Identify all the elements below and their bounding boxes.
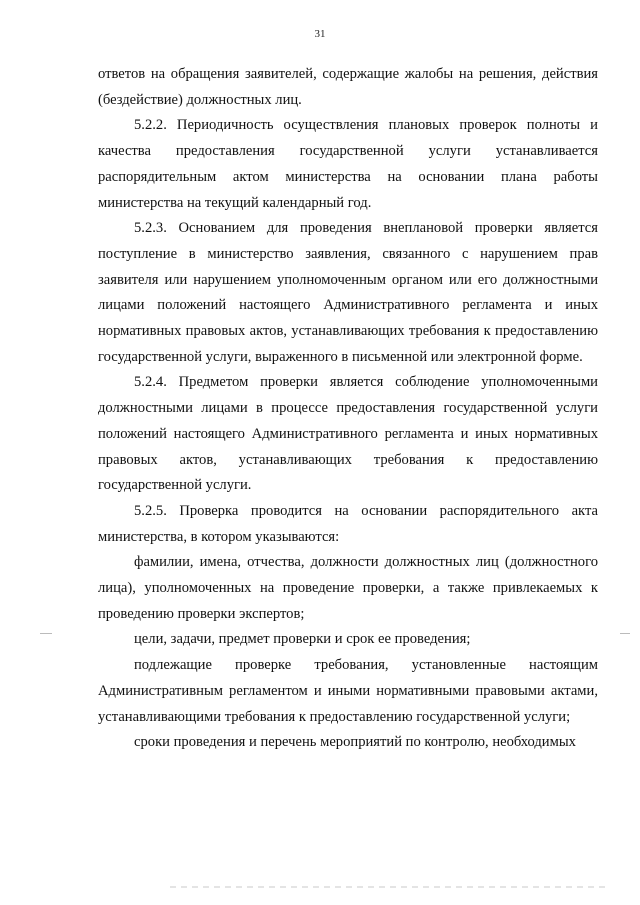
scan-artifact-right <box>620 633 630 634</box>
list-item-deadlines: сроки проведения и перечень мероприятий по контролю, необходимых <box>134 734 576 751</box>
scan-artifact-left <box>40 633 52 634</box>
paragraph-5-2-5: 5.2.5. Проверка проводится на основании распорядительного акта министерства, в котором указываются: <box>98 502 598 545</box>
scan-artifact-bottom <box>170 886 610 888</box>
list-item-requirements: подлежащие проверке требования, установленные настоящим Административным регламентом и иными нормативными правовыми актами, устанавливающими требования к предоставлению государственной услуги; <box>98 657 598 725</box>
list-item-inspectors: фамилии, имена, отчества, должности должностных лиц (должностного лица), уполномоченных на проведение проверки, а также привлекаемых к проведению проверки экспертов; <box>98 554 598 622</box>
paragraph-5-2-2: 5.2.2. Периодичность осуществления плановых проверок полноты и качества предоставления государственной услуги устанавливается распорядительным актом министерства на основании плана работы министерства на текущий календарный год. <box>98 117 598 211</box>
document-body <box>98 62 598 756</box>
paragraph-5-2-4: 5.2.4. Предметом проверки является соблюдение уполномоченными должностными лицами в процессе предоставления государственной услуги положений настоящего Административного регламента и иных нормативных правовых актов, устанавливающих требования к предоставлению государственной услуги. <box>98 374 598 494</box>
paragraph-5-2-3: 5.2.3. Основанием для проведения внеплановой проверки является поступление в министерство заявления, связанного с нарушением прав заявителя или нарушением уполномоченным органом или его должностными лицами положений настоящего Административного регламента и иных нормативных правовых актов, устанавливающих требования к предоставлению государственной услуги, выраженного в письменной или электронной форме. <box>98 220 598 365</box>
list-item-goals: цели, задачи, предмет проверки и срок ее проведения; <box>134 631 471 648</box>
paragraph-continuation: ответов на обращения заявителей, содержащие жалобы на решения, действия (бездействие) должностных лиц. <box>98 66 598 108</box>
page-number: 31 <box>314 28 326 40</box>
